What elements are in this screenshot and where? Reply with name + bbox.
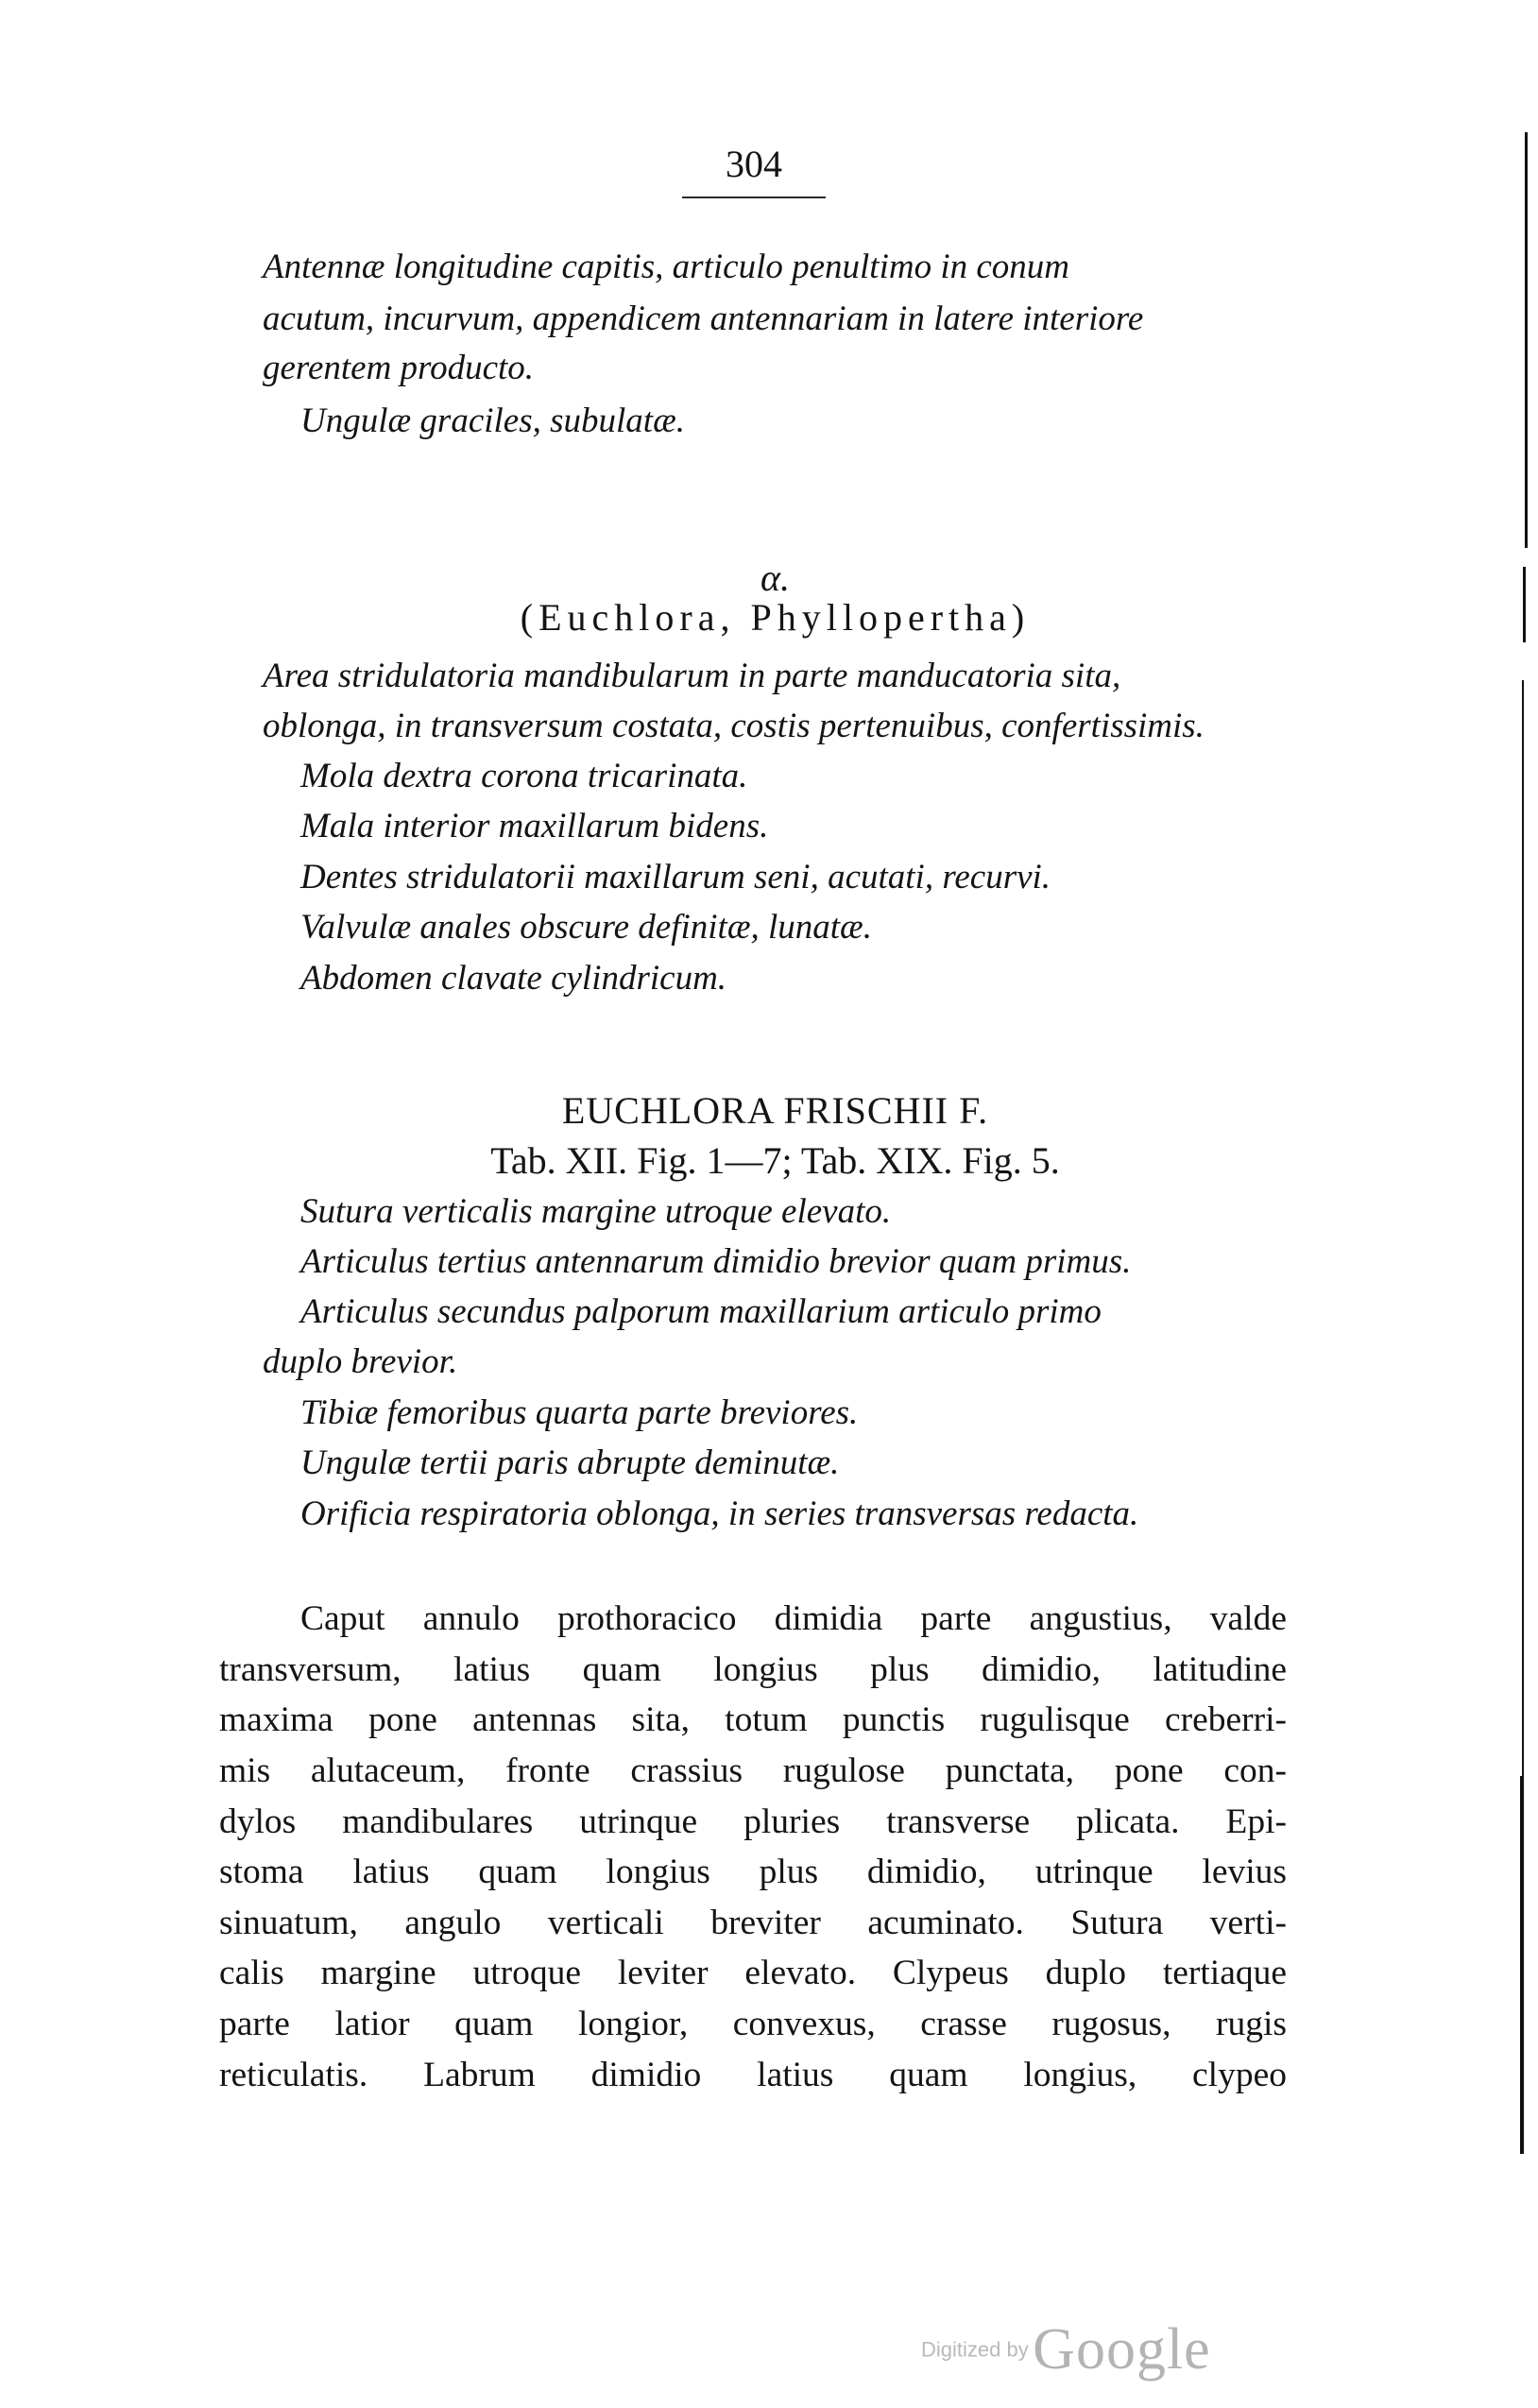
body-line: parte latior quam longior, convexus, crasse rugosus, rugis: [219, 2005, 1287, 2043]
body-line: stoma latius quam longius plus dimidio, utrinque levius: [219, 1853, 1287, 1891]
section-marker: α.: [760, 556, 790, 599]
body-line: dylos mandibulares utrinque pluries transverse plicata. Epi-: [219, 1802, 1287, 1841]
body-line: mis alutaceum, fronte crassius rugulose punctata, pone con-: [219, 1751, 1287, 1790]
intro-line: gerentem producto.: [263, 349, 535, 387]
species-line: Articulus tertius antennarum dimidio brevior quam primus.: [300, 1242, 1132, 1281]
species-title: EUCHLORA FRISCHII F.: [561, 1089, 989, 1132]
species-line: duplo brevior.: [263, 1342, 458, 1381]
watermark-prefix: Digitized by: [921, 2337, 1029, 2362]
species-line: Tibiæ femoribus quarta parte breviores.: [300, 1393, 859, 1432]
genus-heading: (Euchlora, Phyllopertha): [520, 596, 1031, 639]
body-line: calis margine utroque leviter elevato. Clypeus duplo tertiaque: [219, 1954, 1287, 1992]
page-number: 304: [726, 143, 782, 185]
scan-edge-artifact: [1517, 0, 1538, 2408]
section-line: Abdomen clavate cylindricum.: [300, 959, 727, 998]
intro-line: acutum, incurvum, appendicem antennariam in latere interiore: [263, 299, 1144, 338]
body-line: reticulatis. Labrum dimidio latius quam longius, clypeo: [219, 2056, 1287, 2094]
google-logo: Google: [1033, 2317, 1211, 2382]
section-line: Mola dextra corona tricarinata.: [300, 757, 748, 795]
body-line: sinuatum, angulo verticali breviter acuminato. Sutura verti-: [219, 1904, 1287, 1942]
species-line: Articulus secundus palporum maxillarium articulo primo: [300, 1292, 1102, 1331]
species-line: Ungulæ tertii paris abrupte deminutæ.: [300, 1443, 840, 1482]
section-line: Valvulæ anales obscure definitæ, lunatæ.: [300, 908, 872, 947]
section-line: Dentes stridulatorii maxillarum seni, acutati, recurvi.: [300, 858, 1051, 897]
section-line: Mala interior maxillarum bidens.: [300, 807, 769, 845]
body-line: Caput annulo prothoracico dimidia parte angustius, valde: [300, 1599, 1287, 1638]
species-line: Sutura verticalis margine utroque elevato.: [300, 1192, 892, 1231]
page-number-rule: [682, 196, 826, 198]
figure-reference: Tab. XII. Fig. 1—7; Tab. XIX. Fig. 5.: [490, 1139, 1060, 1182]
intro-line: Antennæ longitudine capitis, articulo penultimo in conum: [263, 248, 1069, 286]
digitized-watermark: [921, 2316, 1211, 2383]
section-line: Area stridulatoria mandibularum in parte manducatoria sita,: [263, 657, 1121, 695]
body-line: maxima pone antennas sita, totum punctis rugulisque creberri-: [219, 1700, 1287, 1739]
species-line: Orificia respiratoria oblonga, in series transversas redacta.: [300, 1494, 1139, 1533]
section-line: oblonga, in transversum costata, costis pertenuibus, confertissimis.: [263, 707, 1205, 745]
intro-line: Ungulæ graciles, subulatæ.: [300, 401, 686, 440]
body-line: transversum, latius quam longius plus dimidio, latitudine: [219, 1650, 1287, 1689]
